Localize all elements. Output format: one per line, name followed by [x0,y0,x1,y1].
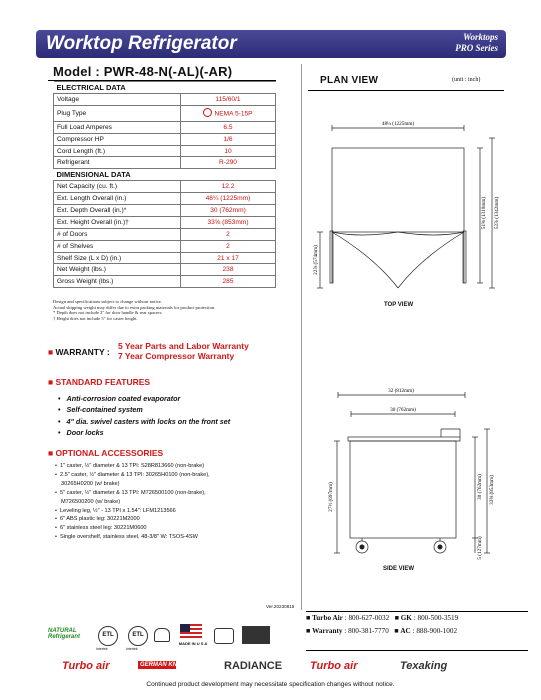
spec-label: Refrigerant [54,157,181,169]
bullet-icon: • [55,516,57,523]
table-row [54,133,276,145]
spec-notes [53,299,215,321]
plan-divider [308,90,504,91]
list-item [55,462,210,471]
spec-label: Net Capacity (cu. ft.) [54,181,181,193]
version-label: Ver.20230815 [266,604,295,609]
table-row [54,205,276,217]
bullet-icon: • [55,534,57,541]
spec-value: 238 [222,266,234,274]
warranty-badge-icon [242,626,270,644]
list-item [55,533,210,542]
accessory-line [61,480,210,489]
side-view-label: SIDE VIEW [383,566,415,572]
spec-value: 10 [224,147,232,155]
spec-label: Net Weight (lbs.) [54,264,181,276]
spec-value-cell [181,252,276,264]
warranty-label-text: WARRANTY : [55,347,110,357]
table-row [54,105,276,121]
nsf-lock-icon [154,628,170,642]
spec-section-heading [54,82,276,94]
spec-value-cell [181,93,276,105]
optional-accessories-heading [48,448,163,458]
spec-value: 48¼ (1225mm) [205,195,251,203]
spec-label: # of Shelves [54,240,181,252]
spec-value-cell [181,193,276,205]
spec-value: 30 (762mm) [210,206,246,214]
table-row [54,264,276,276]
spec-value: 2 [226,230,230,238]
spec-section-title: ELECTRICAL DATA [54,82,276,94]
brand-texaking: Texaking [400,660,448,672]
side-view-drawing [305,385,505,560]
accessory-line [55,515,210,524]
category-line-1: Worktops [463,32,498,42]
spec-value: R-290 [219,159,237,167]
dim-door-swing: 22⅞ (574mm) [313,245,319,275]
etl-logo-icon: ETL [98,626,118,646]
footer-disclaimer: Continued product development may necessitate specification changes without notice. [146,681,395,688]
list-item [55,489,210,507]
etl-sanitation-logo-icon: ETL [128,626,148,646]
certification-logos [48,622,300,652]
table-row [54,252,276,264]
spec-value-cell [181,264,276,276]
bullet-icon: • [55,525,57,532]
contact-phone: 800-627-0032 [348,614,390,622]
contact-row: ■ Warranty : 800-381-7770 ■ AC : 888-900-1002 [306,627,458,635]
warranty-line-1: 5 Year Parts and Labor Warranty [118,341,249,351]
dim-side-width: 32 (812mm) [388,388,414,394]
intertek-label: Intertek [96,647,108,651]
spec-label: Ext. Length Overall (in.) [54,193,181,205]
table-row [54,121,276,133]
contact-row: ■ Turbo Air : 800-627-0032 ■ GK : 800-500-3519 [306,614,459,622]
intertek-label: Intertek [126,647,138,651]
dim-side-height-left: 27½ (697mm) [328,482,334,512]
warranty-text [118,342,249,361]
spec-value: 285 [222,278,234,286]
spec-value: 115/60/1 [215,95,241,103]
contact-key: AC [400,627,411,635]
brand-turbo-air-2: Turbo air [310,660,358,672]
accessory-text: 6" stainless steel leg: 30221M0600 [59,525,147,532]
spec-label: Plug Type [54,105,181,121]
spec-value-cell [181,240,276,252]
spec-value: 6.5 [223,123,233,131]
standard-features-heading [48,377,150,387]
list-item [55,524,210,533]
warranty-label [48,347,110,357]
contact-phone: 800-381-7770 [348,627,389,635]
spec-value-cell [181,105,276,121]
accessory-line [55,462,210,471]
spec-label: Voltage [54,93,181,105]
contact-divider-bottom [306,650,528,651]
spec-value-cell [181,145,276,157]
plan-view-heading: PLAN VIEW [320,75,379,86]
dim-top-depth-b: 52⅞ (1342mm) [494,196,500,230]
dim-caster: 5 (127mm) [477,536,483,560]
contact-key: Warranty [312,627,343,635]
spec-value-cell [181,276,276,288]
table-row [54,216,276,228]
accessory-text: 6" ABS plastic leg: 30221M2000 [59,516,140,523]
brand-radiance: RADIANCE [224,660,283,672]
header-banner [36,30,506,58]
standard-features-heading-text: STANDARD FEATURES [55,377,151,387]
contact-phone: 800-500-3519 [417,614,459,622]
list-item: • Door locks [58,427,230,438]
spec-section-heading [54,169,276,181]
dim-side-height-b: 33⅝ (853mm) [489,475,495,505]
model-number: Model : PWR-48-N(-AL)(-AR) [53,64,233,79]
contact-key: Turbo Air [312,614,343,622]
accessory-line [55,507,210,516]
table-row [54,193,276,205]
accessory-text: 30265H0200 (w/ brake) [61,480,120,487]
caster-icon [438,545,443,550]
spec-label: Gross Weight (lbs.) [54,276,181,288]
natural-refrigerant-logo [48,628,90,640]
unit-note: (unit : inch) [452,77,481,83]
brand-turbo-air: Turbo air [62,660,110,672]
spec-value-cell [181,228,276,240]
spec-label: Cord Length (ft.) [54,145,181,157]
caster-icon [360,545,365,550]
brand-logos [62,660,482,676]
spec-value-cell [181,205,276,217]
bullet-icon: • [55,471,57,478]
spec-value: 33⅝ (853mm) [207,218,249,226]
spec-value-cell [181,181,276,193]
spec-value: 21 x 17 [217,254,239,262]
spec-value-cell [181,121,276,133]
list-item: • 4" dia. swivel casters with locks on the front set [58,416,230,427]
spec-label: # of Doors [54,228,181,240]
nema-plug-icon [203,108,212,117]
table-row [54,157,276,169]
spec-value-cell [181,216,276,228]
spec-value: 1/6 [223,135,233,143]
accessory-text: Leveling leg, ½" - 13 TPI x 1.54": LFM1213566 [59,507,176,514]
column-divider [301,64,302,610]
spec-label: Full Load Amperes [54,121,181,133]
energy-badge-icon [214,628,234,644]
accessory-line [55,489,210,498]
dim-top-width: 48¼ (1225mm) [381,121,415,127]
table-row [54,93,276,105]
spec-section-title: DIMENSIONAL DATA [54,169,276,181]
accessory-text: 1" caster, ½" diameter & 13 TPI: S28R813660 (non-brake) [59,463,205,469]
accessory-line [55,471,210,480]
natural-refrigerant-text: NATURAL [48,628,77,634]
bullet-icon: ■ [48,347,56,357]
optional-accessories-heading-text: OPTIONAL ACCESSORIES [55,448,164,458]
table-row [54,145,276,157]
contact-key: GK [400,614,412,622]
spec-label: Ext. Depth Overall (in.)* [54,205,181,217]
table-row [54,240,276,252]
spec-value: NEMA 5-15P [214,110,253,118]
dim-side-height-a: 30 (762mm) [477,474,483,500]
top-view-drawing [305,118,505,293]
brand-german-knife: GERMAN KNIFE [140,662,187,668]
spec-label: Compressor HP [54,133,181,145]
page-title: Worktop Refrigerator [46,33,237,54]
warranty-line-2: 7 Year Compressor Warranty [118,350,235,361]
standard-features-list [58,393,230,439]
table-row [54,276,276,288]
category-label [455,32,498,54]
spec-label: Ext. Height Overall (in.)† [54,216,181,228]
accessory-text: 2.5" caster, ½" diameter & 13 TPI: 30265H0100 (non-brake), [59,471,210,478]
bullet-icon: • [55,489,57,496]
spec-label: Shelf Size (L x D) (in.) [54,252,181,264]
optional-accessories-list [55,462,210,542]
bullet-icon: ■ [48,448,56,458]
natural-refrigerant-text: Refrigerant [48,634,81,640]
list-item: • Anti-corrosion coated evaporator [58,393,230,404]
top-view-label: TOP VIEW [384,302,414,308]
accessory-line [61,498,210,507]
contact-box [306,612,528,638]
category-line-2: PRO Series [455,43,498,53]
contact-phone: 888-900-1002 [416,627,458,635]
bullet-icon: ■ [48,377,56,387]
spec-table [53,81,276,288]
list-item [55,471,210,489]
list-item [55,515,210,524]
note-line: † Height does not include 5" for caster height. [53,315,138,321]
made-in-usa-label: MADE IN U S A [178,641,208,646]
spec-value-cell [181,157,276,169]
table-row [54,181,276,193]
note-line: * Depth does not include 2" for door handle & rear spacers. [53,310,163,316]
accessory-line [55,533,210,542]
spec-value: 2 [226,242,230,250]
accessory-text: M726500200 (w/ brake) [61,498,121,505]
spec-value-cell [181,133,276,145]
note-line: Design and specifications subject to change without notice. [53,299,162,304]
bullet-icon: • [55,507,57,514]
accessory-text: 5" caster, ½" diameter & 13 TPI: M726500100 (non-brake), [59,489,206,496]
note-line: Actual shipping weight may differ due to extra packing materials for product protection. [53,304,216,310]
dim-top-depth-a: 51⅝ (1310mm) [481,196,487,230]
usa-flag-icon [180,624,202,640]
list-item: • Self-contained system [58,404,230,415]
accessory-line [55,524,210,533]
spec-value: 12.2 [221,183,235,191]
dim-side-depth: 30 (762mm) [390,407,416,413]
table-row [54,228,276,240]
list-item [55,507,210,516]
accessory-text: Single overshelf, stainless steel, 48-3/8" W: TSOS-4SW [59,534,198,541]
bullet-icon: • [55,463,57,469]
